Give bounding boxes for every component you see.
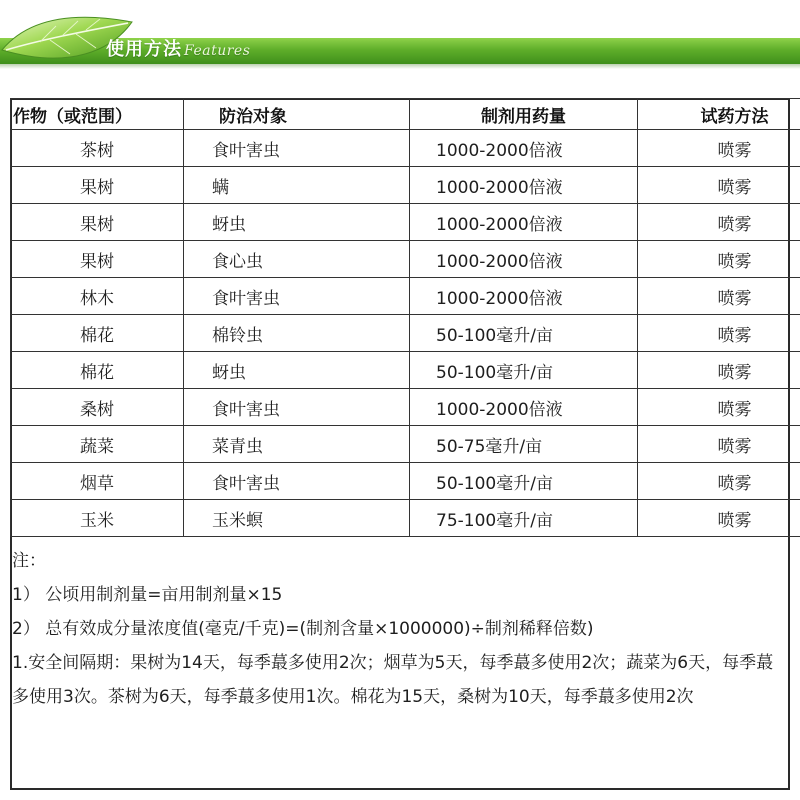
cell-crop: 烟草	[11, 463, 184, 500]
notes-heading: 注：	[12, 551, 46, 571]
cell-crop: 棉花	[11, 352, 184, 389]
table-row	[11, 352, 800, 389]
cell-dosage: 75-100毫升/亩	[410, 500, 638, 537]
cell-method: 喷雾	[638, 167, 800, 204]
table-row	[11, 500, 800, 537]
cell-dosage: 50-75毫升/亩	[410, 426, 638, 463]
cell-method: 喷雾	[638, 130, 800, 167]
cell-method: 喷雾	[638, 278, 800, 315]
cell-dosage: 1000-2000倍液	[410, 204, 638, 241]
cell-target: 食叶害虫	[184, 463, 410, 500]
cell-target: 食叶害虫	[184, 389, 410, 426]
header-method: 试药方法	[638, 99, 800, 130]
table-header-row	[11, 99, 800, 130]
cell-target: 食心虫	[184, 241, 410, 278]
cell-target: 螨	[184, 167, 410, 204]
cell-method: 喷雾	[638, 352, 800, 389]
cell-crop: 玉米	[11, 500, 184, 537]
header-banner	[0, 0, 800, 90]
table-row	[11, 241, 800, 278]
cell-method: 喷雾	[638, 389, 800, 426]
table-row	[11, 315, 800, 352]
cell-target: 蚜虫	[184, 352, 410, 389]
cell-dosage: 1000-2000倍液	[410, 167, 638, 204]
cell-method: 喷雾	[638, 241, 800, 278]
cell-crop: 茶树	[11, 130, 184, 167]
table-row	[11, 426, 800, 463]
cell-target: 菜青虫	[184, 426, 410, 463]
cell-dosage: 1000-2000倍液	[410, 389, 638, 426]
table-row	[11, 204, 800, 241]
cell-target: 蚜虫	[184, 204, 410, 241]
header-target: 防治对象	[184, 99, 410, 130]
cell-dosage: 50-100毫升/亩	[410, 352, 638, 389]
cell-method: 喷雾	[638, 426, 800, 463]
cell-crop: 蔬菜	[11, 426, 184, 463]
cell-dosage: 50-100毫升/亩	[410, 463, 638, 500]
cell-dosage: 1000-2000倍液	[410, 241, 638, 278]
cell-target: 食叶害虫	[184, 278, 410, 315]
usage-table	[10, 98, 800, 537]
header-dosage: 制剂用药量	[410, 99, 638, 130]
cell-crop: 果树	[11, 167, 184, 204]
banner-title	[106, 36, 250, 64]
cell-dosage: 1000-2000倍液	[410, 278, 638, 315]
note-line: 1） 公顷用制剂量=亩用制剂量×15	[12, 585, 283, 605]
note-line: 1.安全间隔期：果树为14天，每季蕞多使用2次；烟草为5天，每季蕞多使用2次；蔬菜为6天，每季蕞多使用3次。茶树为6天，每季蕞多使用1次。棉花为15天，桑树为10天，每季蕞多使用2次	[12, 653, 774, 707]
header-crop: 作物（或范围）	[11, 99, 184, 130]
table-row	[11, 278, 800, 315]
cell-dosage: 50-100毫升/亩	[410, 315, 638, 352]
cell-crop: 林木	[11, 278, 184, 315]
banner-title-text: 使用方法	[106, 39, 182, 60]
cell-target: 食叶害虫	[184, 130, 410, 167]
cell-method: 喷雾	[638, 463, 800, 500]
cell-crop: 果树	[11, 204, 184, 241]
cell-target: 棉铃虫	[184, 315, 410, 352]
table-row	[11, 130, 800, 167]
cell-crop: 桑树	[11, 389, 184, 426]
cell-dosage: 1000-2000倍液	[410, 130, 638, 167]
cell-method: 喷雾	[638, 204, 800, 241]
table-row	[11, 167, 800, 204]
cell-target: 玉米螟	[184, 500, 410, 537]
table-row	[11, 389, 800, 426]
notes-section	[12, 544, 782, 714]
banner-subtitle: Features	[184, 43, 251, 59]
cell-method: 喷雾	[638, 315, 800, 352]
cell-crop: 棉花	[11, 315, 184, 352]
table-row	[11, 463, 800, 500]
cell-crop: 果树	[11, 241, 184, 278]
note-line: 2） 总有效成分量浓度值(毫克/千克)=(制剂含量×1000000)÷制剂稀释倍数)	[12, 619, 594, 639]
cell-method: 喷雾	[638, 500, 800, 537]
